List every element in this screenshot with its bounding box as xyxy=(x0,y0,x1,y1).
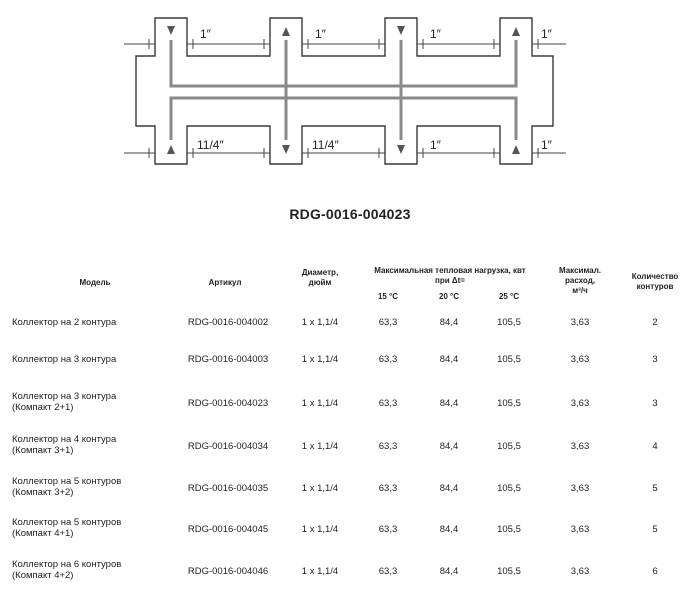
cell-t15: 63,3 xyxy=(378,398,398,409)
cell-flow: 3,63 xyxy=(570,354,590,365)
header-max-load: Максимальная тепловая нагрузка, квт при Δt= xyxy=(374,266,526,285)
cell-count: 5 xyxy=(652,483,658,494)
cell-t20: 84,4 xyxy=(439,441,459,452)
cell-model xyxy=(12,391,172,413)
cell-flow: 3,63 xyxy=(570,398,590,409)
cell-model xyxy=(12,317,172,328)
cell-count: 3 xyxy=(652,354,658,365)
cell-t15: 63,3 xyxy=(378,317,398,328)
header-t20: 20 °С xyxy=(438,292,460,301)
cell-article: RDG-0016-004046 xyxy=(187,566,269,577)
dim-label-bottom-2: 11/4″ xyxy=(312,138,339,152)
arrow-up-icon xyxy=(512,27,520,36)
cell-model-line: (Компакт 2+1) xyxy=(12,402,74,413)
cell-t20: 84,4 xyxy=(439,398,459,409)
cell-count: 5 xyxy=(652,524,658,535)
dim-label-top-3: 1″ xyxy=(430,27,441,41)
cell-model-line: Коллектор на 6 контуров xyxy=(12,559,122,570)
cell-t20: 84,4 xyxy=(439,566,459,577)
cell-model-line: Коллектор на 5 контуров xyxy=(12,476,122,487)
cell-model xyxy=(12,517,172,539)
cell-flow: 3,63 xyxy=(570,441,590,452)
cell-diameter: 1 x 1,1/4 xyxy=(301,354,339,365)
cell-t25: 105,5 xyxy=(497,317,521,328)
cell-diameter: 1 x 1,1/4 xyxy=(301,524,339,535)
header-t25: 25 °С xyxy=(498,292,520,301)
cell-count: 2 xyxy=(652,317,658,328)
cell-t15: 63,3 xyxy=(378,441,398,452)
manifold-diagram xyxy=(0,0,700,185)
header-circuit-count: Количество контуров xyxy=(631,272,679,291)
cell-t20: 84,4 xyxy=(439,354,459,365)
cell-t25: 105,5 xyxy=(497,566,521,577)
cell-model-line: (Компакт 3+1) xyxy=(12,445,74,456)
dim-label-bottom-1: 11/4″ xyxy=(197,138,224,152)
arrow-down-icon xyxy=(167,26,175,35)
cell-model-line: Коллектор на 3 контура xyxy=(12,354,117,365)
cell-t25: 105,5 xyxy=(497,354,521,365)
cell-t20: 84,4 xyxy=(439,483,459,494)
cell-count: 3 xyxy=(652,398,658,409)
cell-article: RDG-0016-004045 xyxy=(187,524,269,535)
header-model: Модель xyxy=(79,278,111,287)
dim-label-top-1: 1″ xyxy=(200,27,211,41)
cell-t15: 63,3 xyxy=(378,483,398,494)
cell-model-line: Коллектор на 2 контура xyxy=(12,317,117,328)
header-diameter: Диаметр, дюйм xyxy=(301,268,339,287)
cell-article: RDG-0016-004035 xyxy=(187,483,269,494)
arrow-up-icon xyxy=(282,27,290,36)
cell-t15: 63,3 xyxy=(378,524,398,535)
cell-flow: 3,63 xyxy=(570,317,590,328)
cell-model-line: Коллектор на 3 контура xyxy=(12,391,117,402)
dim-label-bottom-4: 1″ xyxy=(541,138,552,152)
cell-t15: 63,3 xyxy=(378,566,398,577)
cell-model xyxy=(12,476,172,498)
cell-model xyxy=(12,354,172,365)
cell-t20: 84,4 xyxy=(439,317,459,328)
arrow-down-icon xyxy=(397,26,405,35)
cell-t25: 105,5 xyxy=(497,441,521,452)
cell-model-line: Коллектор на 5 контуров xyxy=(12,517,122,528)
cell-diameter: 1 x 1,1/4 xyxy=(301,441,339,452)
dim-label-top-4: 1″ xyxy=(541,27,552,41)
cell-flow: 3,63 xyxy=(570,524,590,535)
cell-article: RDG-0016-004023 xyxy=(187,398,269,409)
cell-diameter: 1 x 1,1/4 xyxy=(301,317,339,328)
arrow-up-icon xyxy=(512,145,520,154)
cell-flow: 3,63 xyxy=(570,483,590,494)
cell-model xyxy=(12,434,172,456)
cell-article: RDG-0016-004002 xyxy=(187,317,269,328)
header-max-flow: Максимал. расход, м³/ч xyxy=(558,266,602,295)
cell-model-line: (Компакт 3+2) xyxy=(12,487,74,498)
cell-t25: 105,5 xyxy=(497,483,521,494)
cell-t20: 84,4 xyxy=(439,524,459,535)
return-flow-line xyxy=(171,98,516,140)
cell-model-line: (Компакт 4+2) xyxy=(12,570,74,581)
cell-t25: 105,5 xyxy=(497,524,521,535)
header-article: Артикул xyxy=(208,278,242,287)
cell-t25: 105,5 xyxy=(497,398,521,409)
cell-model-line: (Компакт 4+1) xyxy=(12,528,74,539)
cell-count: 6 xyxy=(652,566,658,577)
cell-flow: 3,63 xyxy=(570,566,590,577)
dim-label-bottom-3: 1″ xyxy=(430,138,441,152)
arrow-down-icon xyxy=(397,145,405,154)
cell-diameter: 1 x 1,1/4 xyxy=(301,566,339,577)
cell-model-line: Коллектор на 4 контура xyxy=(12,434,117,445)
cell-model xyxy=(12,559,172,581)
cell-diameter: 1 x 1,1/4 xyxy=(301,398,339,409)
cell-count: 4 xyxy=(652,441,658,452)
page-title: RDG-0016-004023 xyxy=(289,206,411,222)
cell-article: RDG-0016-004034 xyxy=(187,441,269,452)
cell-t15: 63,3 xyxy=(378,354,398,365)
supply-flow-line xyxy=(171,40,516,86)
cell-article: RDG-0016-004003 xyxy=(187,354,269,365)
arrow-down-icon xyxy=(282,145,290,154)
dim-label-top-2: 1″ xyxy=(315,27,326,41)
header-t15: 15 °С xyxy=(377,292,399,301)
cell-diameter: 1 x 1,1/4 xyxy=(301,483,339,494)
arrow-up-icon xyxy=(167,145,175,154)
cross-flow-line xyxy=(286,40,401,140)
